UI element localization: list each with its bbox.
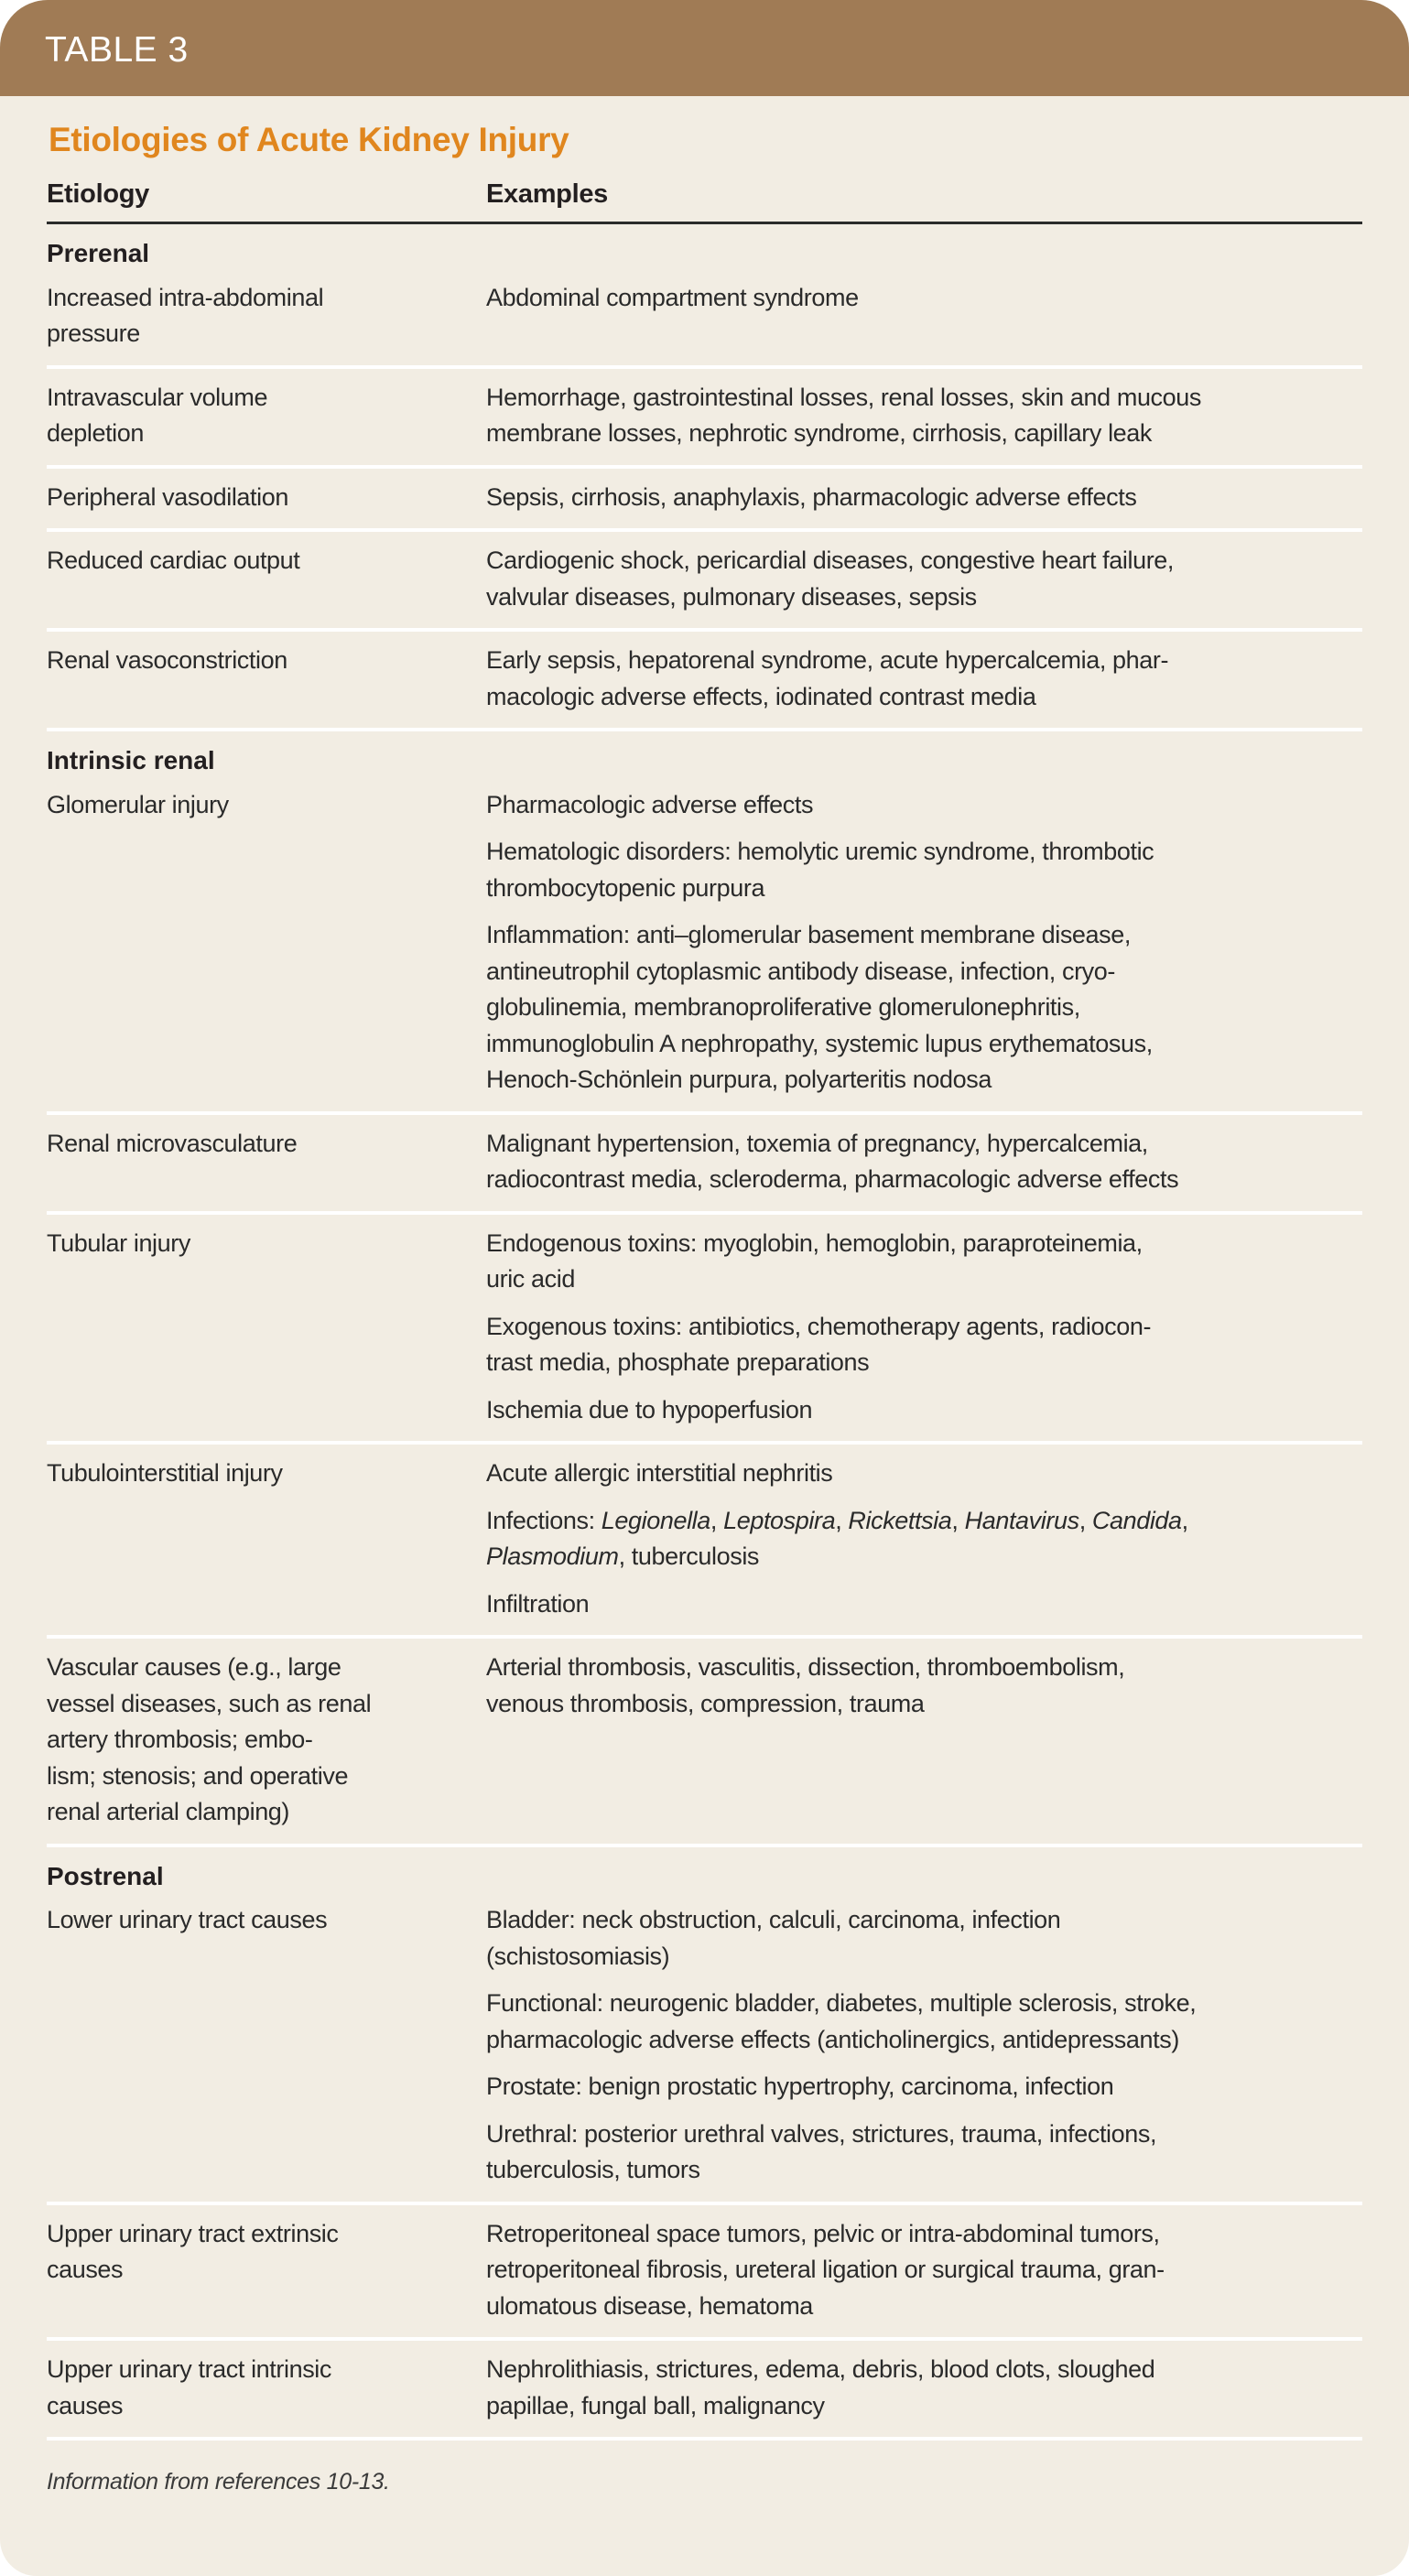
example-paragraph	[486, 380, 1362, 452]
example-line: trast media, phosphate preparations	[486, 1348, 870, 1376]
examples-cell	[486, 480, 1362, 516]
etiology-line: lism; stenosis; and operative	[47, 1761, 349, 1790]
example-paragraph	[486, 2069, 1362, 2105]
etiology-line: Lower urinary tract causes	[47, 1906, 328, 1933]
example-line: Retroperitoneal space tumors, pelvic or intra-abdominal tumors,	[486, 2219, 1160, 2247]
etiology-cell	[47, 1126, 486, 1198]
etiology-cell	[47, 543, 486, 615]
etiology-cell	[47, 480, 486, 516]
example-line: Arterial thrombosis, vasculitis, dissection, thromboembolism,	[486, 1653, 1125, 1681]
examples-cell	[486, 280, 1362, 352]
example-text: , tuberculosis	[618, 1542, 760, 1570]
table-row	[47, 469, 1362, 533]
examples-cell	[486, 1650, 1362, 1831]
examples-cell	[486, 2352, 1362, 2424]
table-header-row	[47, 178, 1362, 224]
etiology-line: Renal vasoconstriction	[47, 646, 287, 674]
example-line: papillae, fungal ball, malignancy	[486, 2391, 825, 2419]
example-paragraph	[486, 1650, 1362, 1722]
column-header-etiology: Etiology	[47, 179, 149, 209]
etiology-line: Peripheral vasodilation	[47, 482, 288, 511]
example-paragraph	[486, 1392, 1362, 1429]
example-line: Henoch-Schönlein purpura, polyarteritis nodosa	[486, 1066, 992, 1093]
example-paragraph	[486, 1126, 1362, 1198]
example-paragraph	[486, 2116, 1362, 2189]
table-row	[47, 1639, 1362, 1847]
example-line: venous thrombosis, compression, trauma	[486, 1689, 925, 1717]
table-row	[47, 1445, 1362, 1639]
example-line: (schistosomiasis)	[486, 1942, 670, 1970]
etiology-cell	[47, 1902, 486, 2189]
example-line: Nephrolithiasis, strictures, edema, debris, blood clots, sloughed	[486, 2355, 1155, 2383]
section-heading: Intrinsic renal	[47, 746, 215, 774]
example-paragraph	[486, 2216, 1362, 2325]
table-label-band	[0, 0, 1409, 96]
organism-name: Plasmodium	[486, 1542, 619, 1570]
examples-cell	[486, 543, 1362, 615]
etiology-cell	[47, 2352, 486, 2424]
example-line: Hemorrhage, gastrointestinal losses, renal losses, skin and mucous	[486, 383, 1201, 411]
organism-name: Legionella	[601, 1506, 710, 1534]
example-paragraph	[486, 917, 1362, 1099]
table-row	[47, 1894, 1362, 2205]
etiology-line: Increased intra-abdominal	[47, 283, 324, 311]
examples-cell	[486, 787, 1362, 1099]
column-header-examples: Examples	[486, 179, 609, 209]
example-line: macologic adverse effects, iodinated contrast media	[486, 682, 1036, 710]
example-line: Early sepsis, hepatorenal syndrome, acute hypercalcemia, phar-	[486, 646, 1169, 674]
example-line: Hematologic disorders: hemolytic uremic syndrome, thrombotic	[486, 838, 1154, 865]
example-paragraph	[486, 1586, 1362, 1623]
example-line: Inflammation: anti–glomerular basement membrane disease,	[486, 921, 1131, 948]
example-line: Prostate: benign prostatic hypertrophy, carcinoma, infection	[486, 2073, 1114, 2100]
example-line: antineutrophil cytoplasmic antibody disease, infection, cryo-	[486, 957, 1115, 985]
example-line: Cardiogenic shock, pericardial diseases, congestive heart failure,	[486, 547, 1175, 574]
etiology-line: Upper urinary tract extrinsic	[47, 2219, 339, 2247]
example-paragraph	[486, 787, 1362, 824]
etiology-line: causes	[47, 2256, 124, 2283]
etiology-line: Tubular injury	[47, 1228, 190, 1257]
etiology-line: causes	[47, 2391, 124, 2419]
example-line: thrombocytopenic purpura	[486, 873, 765, 902]
example-paragraph	[486, 280, 1362, 317]
etiology-line: Renal microvasculature	[47, 1129, 298, 1157]
etiology-line: depletion	[47, 419, 144, 447]
table-row	[47, 1215, 1362, 1445]
example-line: ulomatous disease, hematoma	[486, 2291, 813, 2320]
example-paragraph	[486, 543, 1362, 615]
example-line: radiocontrast media, scleroderma, pharmacologic adverse effects	[486, 1165, 1179, 1193]
table-row	[47, 2341, 1362, 2441]
etiology-line: pressure	[47, 319, 140, 347]
example-paragraph	[486, 480, 1362, 516]
example-line: retroperitoneal fibrosis, ureteral ligation or surgical trauma, gran-	[486, 2256, 1165, 2283]
etiology-cell	[47, 2216, 486, 2325]
table-row	[47, 272, 1362, 369]
example-line: Urethral: posterior urethral valves, strictures, trauma, infections,	[486, 2119, 1157, 2148]
example-line: Infiltration	[486, 1589, 590, 1618]
etiology-cell	[47, 280, 486, 352]
etiology-line: artery thrombosis; embo-	[47, 1726, 313, 1753]
organism-name: Hantavirus	[964, 1506, 1079, 1534]
example-line: valvular diseases, pulmonary diseases, sepsis	[486, 582, 977, 611]
table-row	[47, 1115, 1362, 1215]
etiology-line: Reduced cardiac output	[47, 547, 300, 574]
table-row	[47, 532, 1362, 632]
table-row	[47, 632, 1362, 731]
section-heading: Prerenal	[47, 239, 150, 267]
table-label: TABLE 3	[45, 30, 189, 70]
example-paragraph	[486, 643, 1362, 715]
examples-cell	[486, 1456, 1362, 1622]
etiology-cell	[47, 1226, 486, 1429]
example-line: uric acid	[486, 1265, 575, 1293]
example-text: ,	[710, 1506, 724, 1534]
etiology-line: Tubulointerstitial injury	[47, 1459, 283, 1487]
table-title: Etiologies of Acute Kidney Injury	[49, 121, 569, 158]
table-footnote: Information from references 10-13.	[47, 2469, 390, 2495]
example-line: globulinemia, membranoproliferative glomerulonephritis,	[486, 993, 1080, 1021]
example-line: Malignant hypertension, toxemia of pregnancy, hypercalcemia,	[486, 1129, 1148, 1157]
etiology-cell	[47, 1456, 486, 1622]
example-text: ,	[951, 1506, 965, 1534]
table-row	[47, 369, 1362, 469]
example-line: Exogenous toxins: antibiotics, chemotherapy agents, radiocon-	[486, 1312, 1152, 1340]
organism-name: Leptospira	[723, 1506, 836, 1534]
etiology-line: Upper urinary tract intrinsic	[47, 2355, 332, 2383]
example-paragraph	[486, 2352, 1362, 2424]
example-line: Pharmacologic adverse effects	[486, 790, 814, 818]
example-paragraph	[486, 1309, 1362, 1381]
example-text: ,	[1078, 1506, 1092, 1534]
organism-name: Candida	[1091, 1506, 1182, 1534]
table-row	[47, 779, 1362, 1115]
etiology-cell	[47, 380, 486, 452]
example-text: ,	[1181, 1506, 1188, 1534]
organism-name: Rickettsia	[848, 1506, 952, 1534]
examples-cell	[486, 1126, 1362, 1198]
example-paragraph	[486, 1226, 1362, 1298]
example-line: immunoglobulin A nephropathy, systemic lupus erythematosus,	[486, 1029, 1153, 1057]
example-text: ,	[835, 1506, 849, 1534]
etiology-line: Glomerular injury	[47, 790, 229, 818]
example-line: pharmacologic adverse effects (anticholinergics, antidepressants)	[486, 2025, 1179, 2053]
example-line: Ischemia due to hypoperfusion	[486, 1395, 813, 1423]
etiology-cell	[47, 787, 486, 1099]
example-line: Sepsis, cirrhosis, anaphylaxis, pharmacologic adverse effects	[486, 482, 1137, 511]
table-body	[47, 224, 1362, 2441]
section-heading: Postrenal	[47, 1861, 164, 1890]
examples-cell	[486, 2216, 1362, 2325]
etiology-cell	[47, 1650, 486, 1831]
examples-cell	[486, 643, 1362, 715]
etiology-line: renal arterial clamping)	[47, 1798, 290, 1825]
examples-cell	[486, 1902, 1362, 2189]
example-paragraph	[486, 834, 1362, 906]
examples-cell	[486, 380, 1362, 452]
example-paragraph	[486, 1986, 1362, 2058]
etiology-cell	[47, 643, 486, 715]
example-line	[486, 1539, 1362, 1575]
example-text: Infections:	[486, 1506, 602, 1534]
example-paragraph	[486, 1503, 1362, 1575]
example-line: Abdominal compartment syndrome	[486, 283, 859, 311]
example-line: Functional: neurogenic bladder, diabetes, multiple sclerosis, stroke,	[486, 1989, 1197, 2017]
example-line: tuberculosis, tumors	[486, 2156, 700, 2183]
example-paragraph	[486, 1902, 1362, 1975]
example-line: membrane losses, nephrotic syndrome, cirrhosis, capillary leak	[486, 419, 1152, 447]
examples-cell	[486, 1226, 1362, 1429]
example-line: Endogenous toxins: myoglobin, hemoglobin, paraproteinemia,	[486, 1228, 1143, 1257]
example-paragraph	[486, 1456, 1362, 1492]
table-content	[0, 120, 1409, 2497]
etiology-line: Intravascular volume	[47, 383, 268, 411]
example-line: Acute allergic interstitial nephritis	[486, 1459, 833, 1487]
table-row	[47, 2205, 1362, 2342]
etiology-line: Vascular causes (e.g., large	[47, 1653, 341, 1681]
example-line	[486, 1503, 1362, 1540]
etiology-line: vessel diseases, such as renal	[47, 1689, 372, 1717]
example-line: Bladder: neck obstruction, calculi, carcinoma, infection	[486, 1906, 1061, 1933]
